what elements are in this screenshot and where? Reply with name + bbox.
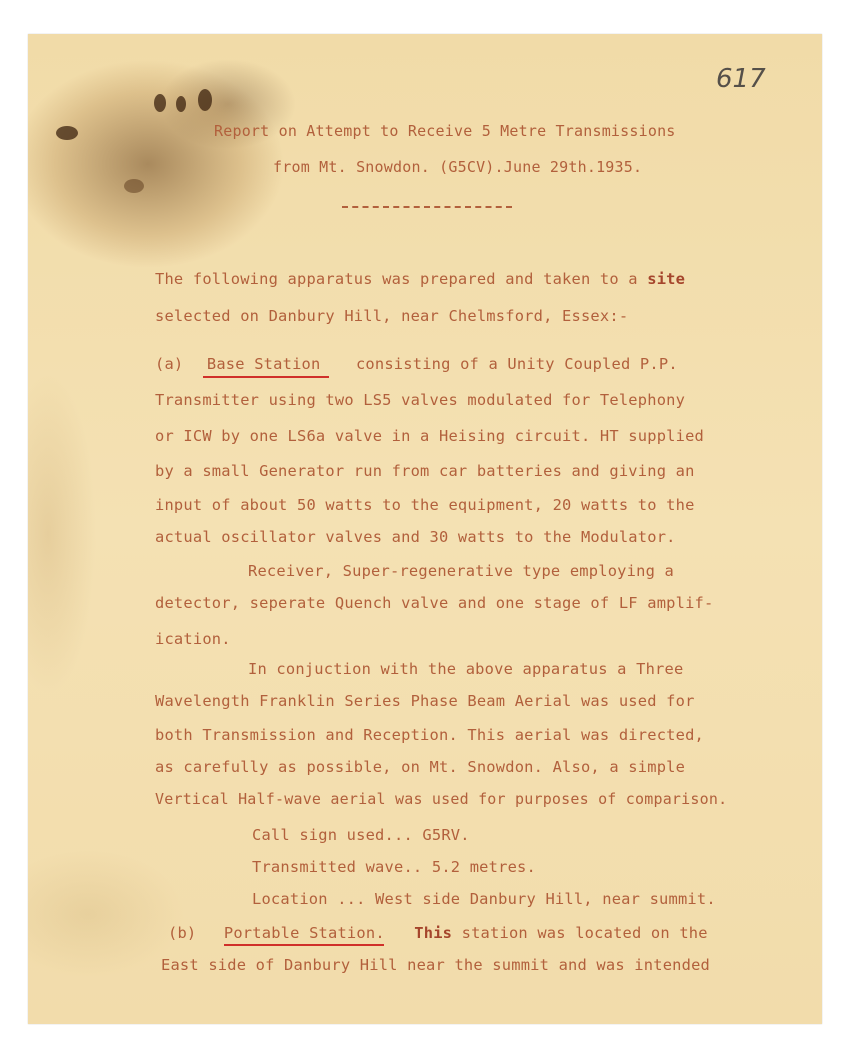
section-a-line: as carefully as possible, on Mt. Snowdon. Also, a simple	[155, 758, 686, 776]
intro-text: The following apparatus was prepared and taken to a	[155, 270, 648, 288]
intro-line-1	[155, 270, 685, 288]
section-a-marker: (a)	[155, 355, 184, 373]
section-a-line-1	[155, 355, 678, 373]
section-a-line: Wavelength Franklin Series Phase Beam Aerial was used for	[155, 692, 695, 710]
stain-spot	[56, 126, 78, 140]
section-b-line-1-rest: station was located on the	[461, 924, 708, 942]
section-b-heading: Portable Station.	[223, 924, 385, 942]
section-a-heading-underline	[203, 376, 329, 378]
intro-bold-word: site	[647, 270, 686, 288]
document-page	[28, 34, 822, 1024]
section-a-line: In conjuction with the above apparatus a Three	[248, 660, 684, 678]
section-b-heading-underline	[224, 944, 384, 946]
section-a-line: actual oscillator valves and 30 watts to the Modulator.	[155, 528, 676, 546]
section-a-line: input of about 50 watts to the equipment, 20 watts to the	[155, 496, 695, 514]
intro-line-2: selected on Danbury Hill, near Chelmsford, Essex:-	[155, 307, 629, 325]
section-a-line: Receiver, Super-regenerative type employing a	[248, 562, 674, 580]
section-a-line: Vertical Half-wave aerial was used for purposes of comparison.	[155, 790, 728, 808]
section-a-line: both Transmission and Reception. This aerial was directed,	[155, 726, 705, 744]
title-line-1: Report on Attempt to Receive 5 Metre Transmissions	[214, 122, 676, 140]
section-a-line: ication.	[155, 630, 231, 648]
section-b-bold-word: This	[414, 924, 453, 942]
section-b-marker: (b)	[168, 924, 197, 942]
section-a-line: Transmitted wave.. 5.2 metres.	[252, 858, 536, 876]
section-b-line-1	[168, 924, 708, 942]
title-divider	[342, 206, 512, 208]
section-a-line: by a small Generator run from car batteries and giving an	[155, 462, 695, 480]
section-a-heading: Base Station	[206, 355, 321, 373]
section-b-line-2: East side of Danbury Hill near the summit and was intended	[161, 956, 711, 974]
stain-spot	[154, 94, 166, 112]
page-number: 617	[716, 64, 766, 94]
stain-spot	[176, 96, 186, 112]
stain-spot	[124, 179, 144, 193]
section-a-line: Call sign used... G5RV.	[252, 826, 470, 844]
title-line-2: from Mt. Snowdon. (G5CV).June 29th.1935.	[273, 158, 643, 176]
section-a-line: Location ... West side Danbury Hill, near summit.	[252, 890, 716, 908]
stain-spot	[198, 89, 212, 111]
section-a-line: or ICW by one LS6a valve in a Heising circuit. HT supplied	[155, 427, 705, 445]
section-a-line: detector, seperate Quench valve and one stage of LF amplif-	[155, 594, 714, 612]
section-a-line: Transmitter using two LS5 valves modulated for Telephony	[155, 391, 686, 409]
section-a-line-1-rest: consisting of a Unity Coupled P.P.	[355, 355, 678, 373]
